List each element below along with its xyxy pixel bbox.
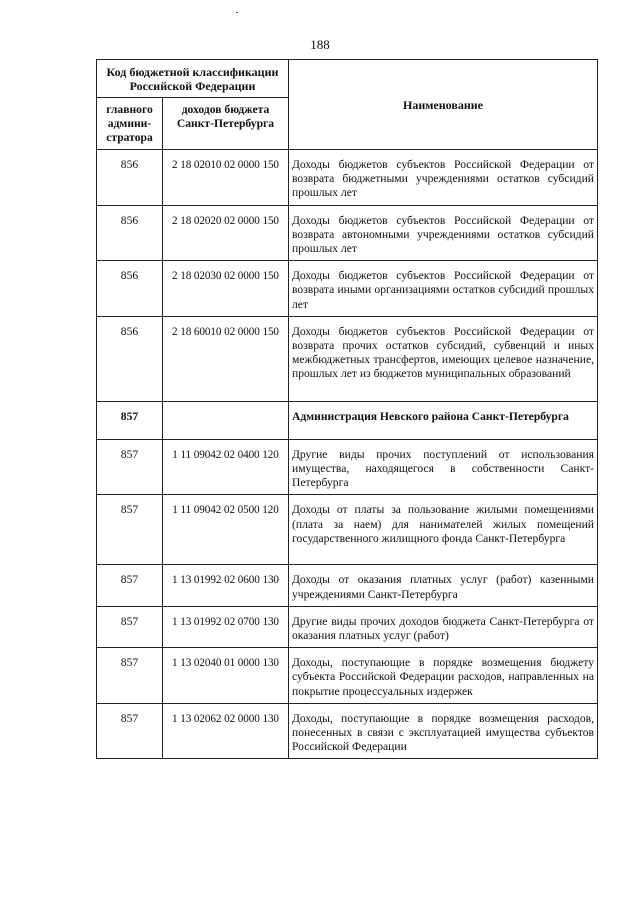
revenue-name-cell: Доходы, поступающие в порядке возмещения бюджету субъекта Российской Федерации расходов, направленных на покрытие процессуальных издержек (289, 648, 598, 704)
header-main-administrator: главного админи-стратора (97, 98, 163, 150)
revenue-name-cell: Доходы бюджетов субъектов Российской Федерации от возврата бюджетными учреждениями остатков субсидий прошлых лет (289, 150, 598, 206)
revenue-name-cell: Доходы бюджетов субъектов Российской Федерации от возврата прочих остатков субсидий, субвенций и иных межбюджетных трансфертов, имеющих целевое назначение, прошлых лет из бюджетов муниципальных образований (289, 316, 598, 401)
revenue-name-cell: Администрация Невского района Санкт-Петербурга (289, 401, 598, 439)
admin-code-cell: 857 (97, 439, 163, 495)
header-classification-code: Код бюджетной классификации Российской Федерации (97, 60, 289, 98)
table-row (97, 401, 598, 439)
table-row (97, 150, 598, 206)
revenue-code-cell: 1 11 09042 02 0400 120 (163, 439, 289, 495)
admin-code-cell: 857 (97, 703, 163, 759)
scan-speck (236, 12, 238, 13)
revenue-code-cell: 1 13 01992 02 0700 130 (163, 606, 289, 647)
admin-code-cell: 857 (97, 565, 163, 606)
table-header-row (97, 60, 598, 98)
revenue-name-cell: Другие виды прочих доходов бюджета Санкт-Петербурга от оказания платных услуг (работ) (289, 606, 598, 647)
revenue-name-cell: Доходы, поступающие в порядке возмещения расходов, понесенных в связи с эксплуатацией имущества субъектов Российской Федерации (289, 703, 598, 759)
page-number: 188 (310, 37, 330, 52)
table-body (97, 150, 598, 759)
admin-code-cell: 857 (97, 648, 163, 704)
table-row (97, 261, 598, 317)
revenue-code-cell: 1 13 02062 02 0000 130 (163, 703, 289, 759)
admin-code-cell: 856 (97, 261, 163, 317)
table-row (97, 565, 598, 606)
revenue-name-cell: Доходы от платы за пользование жилыми помещениями (плата за наем) для нанимателей жилых помещений государственного жилищного фонда Санкт-Петербурга (289, 495, 598, 565)
revenue-code-cell: 2 18 02030 02 0000 150 (163, 261, 289, 317)
table-row (97, 703, 598, 759)
header-budget-revenue-code: доходов бюджета Санкт-Петербурга (163, 98, 289, 150)
table-row (97, 495, 598, 565)
revenue-code-cell (163, 401, 289, 439)
table-row (97, 205, 598, 261)
header-name: Наименование (289, 60, 598, 150)
revenue-name-cell: Доходы бюджетов субъектов Российской Федерации от возврата иными организациями остатков субсидий прошлых лет (289, 261, 598, 317)
table-row (97, 606, 598, 647)
revenue-code-cell: 2 18 02010 02 0000 150 (163, 150, 289, 206)
admin-code-cell: 857 (97, 606, 163, 647)
table-row (97, 316, 598, 401)
admin-code-cell: 857 (97, 401, 163, 439)
revenue-name-cell: Доходы от оказания платных услуг (работ) казенными учреждениями Санкт-Петербурга (289, 565, 598, 606)
revenue-code-cell: 2 18 60010 02 0000 150 (163, 316, 289, 401)
admin-code-cell: 857 (97, 495, 163, 565)
budget-classification-table (96, 59, 598, 759)
table-row (97, 648, 598, 704)
revenue-name-cell: Другие виды прочих поступлений от использования имущества, находящегося в собственности Санкт-Петербурга (289, 439, 598, 495)
admin-code-cell: 856 (97, 150, 163, 206)
revenue-code-cell: 2 18 02020 02 0000 150 (163, 205, 289, 261)
admin-code-cell: 856 (97, 316, 163, 401)
revenue-code-cell: 1 13 01992 02 0600 130 (163, 565, 289, 606)
admin-code-cell: 856 (97, 205, 163, 261)
table-row (97, 439, 598, 495)
revenue-code-cell: 1 11 09042 02 0500 120 (163, 495, 289, 565)
revenue-code-cell: 1 13 02040 01 0000 130 (163, 648, 289, 704)
revenue-name-cell: Доходы бюджетов субъектов Российской Федерации от возврата автономными учреждениями остатков субсидий прошлых лет (289, 205, 598, 261)
